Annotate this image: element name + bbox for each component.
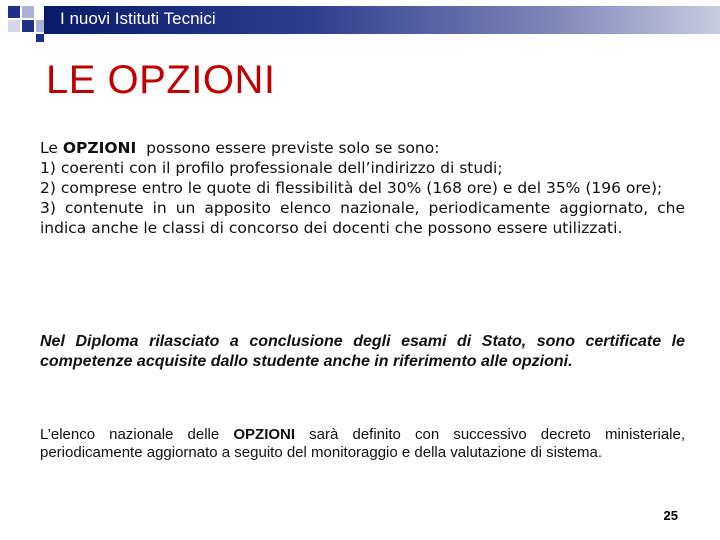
decorative-square bbox=[22, 6, 34, 18]
elenco-paragraph bbox=[40, 426, 685, 462]
decorative-square bbox=[36, 20, 44, 32]
intro-line bbox=[40, 138, 685, 158]
decorative-square bbox=[36, 34, 44, 42]
page-number: 25 bbox=[663, 508, 678, 523]
p3-bold: OPZIONI bbox=[233, 426, 296, 443]
condition-item-3: 3) contenute in un apposito elenco nazionale, periodicamente aggiornato, che indica anche le classi di concorso dei docenti che possono essere utilizzati. bbox=[40, 199, 685, 237]
condition-item-2: 2) comprese entro le quote di flessibilità del 30% (168 ore) e del 35% (196 ore); bbox=[40, 179, 663, 197]
intro-rest: possono essere previste solo se sono: bbox=[136, 139, 440, 157]
intro-bold: OPZIONI bbox=[62, 139, 137, 157]
slide-title: LE OPZIONI bbox=[46, 58, 276, 102]
condition-item-1: 1) coerenti con il profilo professionale dell’indirizzo di studi; bbox=[40, 159, 503, 177]
decorative-square bbox=[22, 20, 34, 32]
intro-prefix: Le bbox=[40, 139, 63, 157]
p3-prefix: L’elenco nazionale delle bbox=[40, 426, 234, 443]
diploma-paragraph: Nel Diploma rilasciato a conclusione degli esami di Stato, sono certificate le competenze acquisite dallo studente anche in riferimento alle opzioni. bbox=[40, 333, 685, 370]
p3-rest: sarà definito con successivo decreto ministeriale, periodicamente aggiornato a seguito del monitoraggio e della valutazione di sistema. bbox=[40, 426, 686, 461]
header-title: I nuovi Istituti Tecnici bbox=[60, 9, 216, 28]
conditions-block bbox=[40, 138, 685, 238]
decorative-square bbox=[8, 6, 20, 18]
decorative-square bbox=[8, 20, 20, 32]
